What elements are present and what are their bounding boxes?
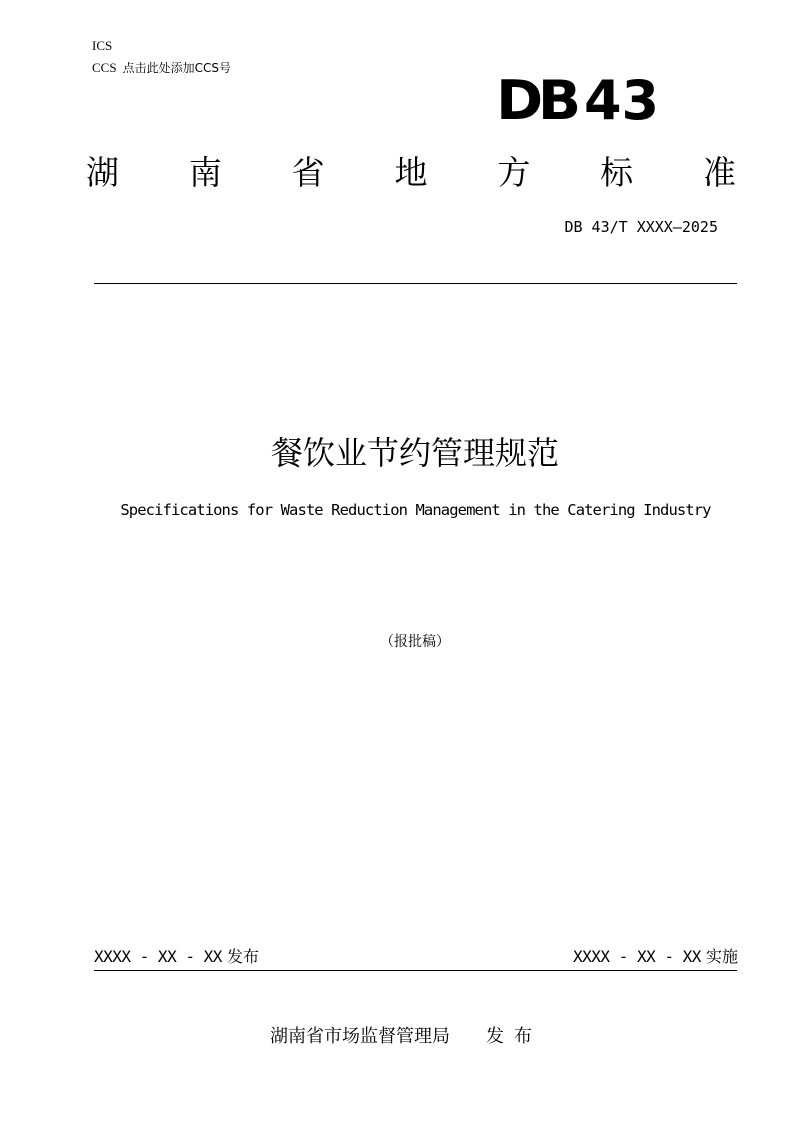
ccs-label: CCS bbox=[92, 60, 117, 75]
issuer-name: 湖南省市场监督管理局 bbox=[270, 1026, 450, 1047]
footer-divider bbox=[94, 970, 737, 971]
implementation-date bbox=[560, 946, 738, 968]
standard-type-char: 省 bbox=[291, 153, 325, 192]
draft-status: （报批稿） bbox=[380, 634, 450, 650]
standard-type-char: 南 bbox=[188, 153, 222, 192]
db43-logo bbox=[496, 69, 678, 132]
document-title-cn: 餐饮业节约管理规范 bbox=[270, 434, 559, 472]
standard-type-char: 方 bbox=[497, 153, 531, 192]
ccs-placeholder[interactable]: 点击此处添加CCS号 bbox=[122, 61, 231, 75]
issuing-authority bbox=[270, 1024, 542, 1050]
standard-code: DB 43/T XXXX—2025 bbox=[564, 218, 718, 236]
implementation-date-label: 实施 bbox=[705, 947, 738, 966]
logo-db: DB bbox=[496, 69, 576, 132]
issue-date-value: XXXX - XX - XX bbox=[94, 947, 222, 966]
implementation-date-value: XXXX - XX - XX bbox=[573, 947, 701, 966]
ics-label: ICS bbox=[92, 38, 113, 53]
header-divider bbox=[94, 283, 737, 284]
standard-type-char: 地 bbox=[394, 153, 428, 192]
document-title-en: Specifications for Waste Reduction Management in the Catering Industry bbox=[120, 501, 711, 519]
issuer-action: 发布 bbox=[486, 1026, 542, 1047]
standard-type-char: 湖 bbox=[86, 153, 119, 192]
standard-type-char: 标 bbox=[600, 153, 634, 192]
issue-date-label: 发布 bbox=[226, 947, 259, 966]
issue-date bbox=[94, 946, 259, 968]
standard-type-char: 准 bbox=[702, 153, 736, 192]
standard-type-title bbox=[86, 150, 736, 196]
logo-number: 43 bbox=[583, 69, 660, 132]
ccs-line bbox=[92, 60, 231, 77]
